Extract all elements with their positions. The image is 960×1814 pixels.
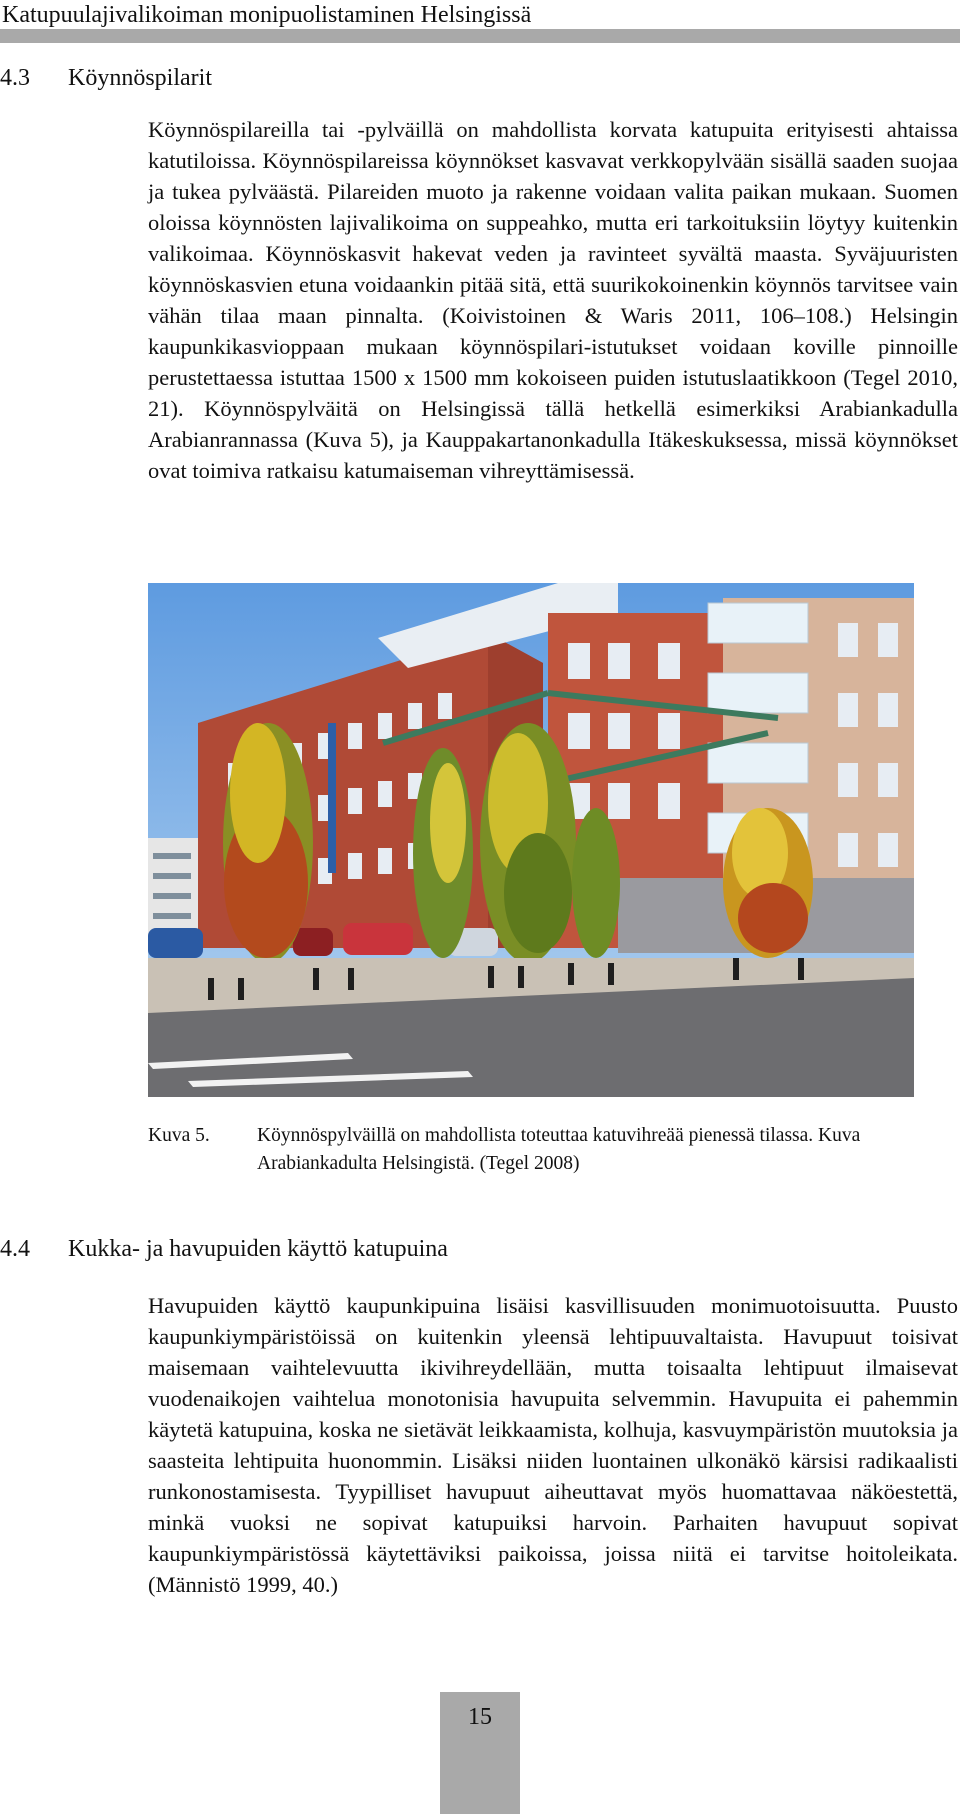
figure-label: Kuva 5.: [148, 1125, 210, 1146]
section-heading-4-3: [0, 63, 212, 93]
section-title: Kukka- ja havupuiden käyttö katupuina: [68, 1236, 448, 1262]
figure-photo: [148, 583, 914, 1097]
section-number: 4.3: [0, 65, 30, 91]
header-rule: [0, 29, 960, 43]
body-paragraph: Köynnöspilareilla tai -pylväillä on mahdollista korvata katupuita erityisesti ahtaissa katutiloissa. Köynnöspilareissa köynnökset kasvavat verkkopylvään sisällä saaden suojaa ja tukea pylväästä. Pilareiden muoto ja rakenne voidaan valita paikan mukaan. Suomen oloissa köynnösten lajivalikoima on suppeahko, mutta eri tarkoituksiin löytyy kuitenkin valikoimaa. Köynnöskasvit hakevat veden ja ravinteet syvältä maasta. Syväjuuristen köynnöskasvien etuna voidaankin pitää sitä, että suurikokoinenkin köynnös tarvitsee vain vähän tilaa maan pinnalta. (Koivistoinen & Waris 2011, 106–108.) Helsingin kaupunkikasvioppaan mukaan köynnöspilari-istutukset voidaan koville pinnoille perustettaessa istuttaa 1500 x 1500 mm kokoiseen puiden istutuslaatikkoon (Tegel 2010, 21). Köynnöspylväitä on Helsingissä tällä hetkellä esimerkiksi Arabiankadulla Arabianrannassa (Kuva 5), ja Kauppakartanonkadulla Itäkeskuksessa, missä köynnökset ovat toimiva ratkaisu katumaiseman vihreyttämisessä.: [148, 117, 958, 483]
running-header: Katupuulajivalikoiman monipuolistaminen Helsingissä: [2, 2, 532, 28]
figure-caption-text: Köynnöspylväillä on mahdollista toteuttaa katuvihreää pienessä tilassa. Kuva Arabiankadulta Helsingistä. (Tegel 2008): [257, 1125, 861, 1174]
section-number: 4.4: [0, 1236, 30, 1262]
section-heading-4-4: [0, 1234, 448, 1264]
page-number: 15: [468, 1704, 492, 1730]
page-number-box: [440, 1692, 520, 1814]
body-paragraph: Havupuiden käyttö kaupunkipuina lisäisi kasvillisuuden monimuotoisuutta. Puusto kaupunkiympäristöissä on kuitenkin yleensä lehtipuuvaltaista. Havupuut toisivat maisemaan vaihtelevuutta ikivihreydellään, mutta toisaalta lehtipuut ilmaisevat vuodenaikojen vaihtelua monotonisia havupuita selvemmin. Havupuita ei pahemmin käytetä katupuina, koska ne sietävät leikkaamista, kolhuja, kasvuympäristön muutoksia ja saasteita lehtipuita huonommin. Lisäksi niiden luontainen ulkonäkö kärsisi radikaalisti runkonostamisesta. Tyypilliset havupuut aiheuttavat myös huomattavaa näköestettä, minkä vuoksi ne sopivat katupuiksi harvoin. Parhaiten havupuut sopivat kaupunkiympäristössä käytettäviksi paikoissa, joissa niitä ei tarvitse hoitoleikata. (Männistö 1999, 40.): [148, 1293, 958, 1597]
section-title: Köynnöspilarit: [68, 65, 212, 91]
